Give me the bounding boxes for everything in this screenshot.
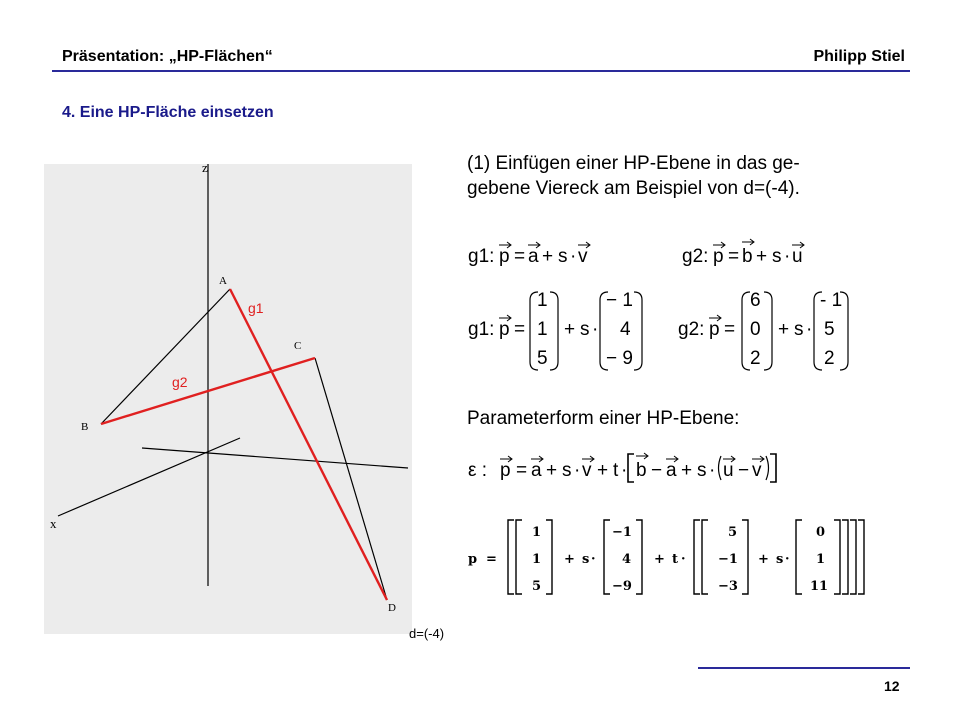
g1v-plus: +: [564, 319, 576, 340]
g2v-s: s: [794, 319, 804, 340]
point-label-a: A: [219, 275, 227, 287]
g1-point-2: 1: [537, 319, 548, 340]
pf-plus-2: +: [597, 460, 609, 481]
pf-p: p: [500, 460, 511, 481]
g1v-eq: =: [514, 319, 526, 340]
pf-u: u: [723, 460, 734, 481]
g1v-dot: ·: [592, 319, 599, 340]
bm-ba-2: −1: [718, 552, 738, 567]
equation-g1-short: [468, 242, 590, 267]
pf-b: b: [636, 460, 647, 481]
g2-point-3: 2: [750, 348, 761, 369]
pf-dot-3: ·: [709, 460, 716, 481]
g2-point-1: 6: [750, 290, 761, 311]
axis-label-z: z: [202, 164, 208, 175]
g2v-dot: ·: [806, 319, 813, 340]
bm-v-3: −9: [612, 579, 632, 594]
parameter-form-equation: [460, 448, 780, 490]
g2-plus: +: [756, 246, 768, 267]
g1-dir-1: − 1: [606, 290, 633, 311]
quadrilateral-diagram: [44, 164, 412, 634]
intro-text: [467, 151, 800, 201]
g1v-p: p: [499, 319, 510, 340]
g1v-s: s: [580, 319, 590, 340]
pf-dot-1: ·: [574, 460, 581, 481]
pf-eq: =: [516, 460, 528, 481]
g2-point-2: 0: [750, 319, 761, 340]
bm-v-2: 4: [622, 552, 632, 567]
g1-eq: =: [514, 246, 526, 267]
pf-minus-1: −: [651, 460, 663, 481]
bm-a-1: 1: [532, 525, 542, 540]
pf-s-2: s: [697, 460, 707, 481]
bm-dot-2: ·: [681, 552, 686, 567]
g1-label: g1:: [468, 246, 495, 267]
x-axis: [58, 438, 240, 516]
bm-uv-1: 0: [816, 525, 826, 540]
g1-dir-2: 4: [620, 319, 631, 340]
g2-label: g2:: [682, 246, 709, 267]
presentation-title: Präsentation: „HP-Flächen“: [62, 48, 273, 65]
bm-t: t: [672, 552, 679, 567]
bm-dot-1: ·: [591, 552, 596, 567]
g1-dot: ·: [570, 246, 577, 267]
epsilon-label: ε :: [468, 460, 488, 481]
bm-uv-2: 1: [816, 552, 826, 567]
g2-eq: =: [728, 246, 740, 267]
g2-u: u: [792, 246, 803, 267]
g2v-p: p: [709, 319, 720, 340]
g2-dir-1: - 1: [820, 290, 843, 311]
page-number: 12: [884, 678, 900, 694]
g1-p: p: [499, 246, 510, 267]
g1-a: a: [528, 246, 539, 267]
g2-dir-2: 5: [824, 319, 835, 340]
pf-plus-1: +: [546, 460, 558, 481]
line-equations: [460, 232, 860, 382]
pf-v-1: v: [582, 460, 592, 481]
bm-v-1: −1: [612, 525, 632, 540]
g2-s: s: [772, 246, 782, 267]
g2v-eq: =: [724, 319, 736, 340]
bm-a-2: 1: [532, 552, 542, 567]
bm-ba-1: 5: [728, 525, 738, 540]
pf-a-2: a: [666, 460, 677, 481]
intro-line-1: (1) Einfügen einer HP-Ebene in das ge-: [467, 153, 800, 174]
equation-g2-vectors: [678, 290, 848, 370]
line-label-g2: g2: [172, 374, 188, 390]
bm-s-1: s: [582, 552, 590, 567]
g1-point-3: 5: [537, 348, 548, 369]
bm-s-2: s: [776, 552, 784, 567]
g2-p: p: [713, 246, 724, 267]
pf-minus-2: −: [738, 460, 750, 481]
y-axis: [142, 448, 408, 468]
pf-a: a: [531, 460, 542, 481]
g2v-plus: +: [778, 319, 790, 340]
bm-uv-3: 11: [810, 579, 829, 594]
parameter-form-title: Parameterform einer HP-Ebene:: [467, 408, 740, 429]
equation-g1-vectors: [468, 290, 642, 370]
bm-a-3: 5: [532, 579, 542, 594]
pf-s-1: s: [562, 460, 572, 481]
point-label-c: C: [294, 340, 302, 352]
bm-eq: =: [486, 552, 497, 567]
line-g1: [230, 289, 387, 600]
pf-t: t: [613, 460, 619, 481]
g1-point-1: 1: [537, 290, 548, 311]
g1-dir-3: − 9: [606, 348, 633, 369]
equation-g2-short: [682, 239, 804, 267]
parameter-form-numeric: [462, 512, 912, 602]
g1-v: v: [578, 246, 588, 267]
bm-plus-3: +: [758, 552, 769, 567]
bm-plus-1: +: [564, 552, 575, 567]
axis-label-x: x: [50, 516, 57, 531]
pf-plus-3: +: [681, 460, 693, 481]
bm-dot-3: ·: [785, 552, 790, 567]
quadrilateral-figure: [44, 164, 412, 634]
g1-plus: +: [542, 246, 554, 267]
bm-plus-2: +: [654, 552, 665, 567]
section-heading: 4. Eine HP-Fläche einsetzen: [62, 104, 274, 121]
g2-b: b: [742, 246, 753, 267]
g2-dot: ·: [784, 246, 791, 267]
point-label-d: D: [388, 602, 396, 614]
bm-p: p: [468, 552, 478, 567]
author-name: Philipp Stiel: [813, 48, 905, 65]
pf-dot-2: ·: [621, 460, 628, 481]
g1v-label: g1:: [468, 319, 495, 340]
point-label-b: B: [81, 421, 89, 433]
g1-s: s: [558, 246, 568, 267]
header-rule: [52, 70, 910, 72]
pf-v-2: v: [752, 460, 762, 481]
figure-caption: d=(-4): [409, 626, 445, 641]
bm-ba-3: −3: [718, 579, 738, 594]
intro-line-2: gebene Viereck am Beispiel von d=(-4).: [467, 178, 800, 199]
g2v-label: g2:: [678, 319, 705, 340]
line-label-g1: g1: [248, 300, 264, 316]
g2-dir-3: 2: [824, 348, 835, 369]
footer-rule: [698, 667, 910, 669]
